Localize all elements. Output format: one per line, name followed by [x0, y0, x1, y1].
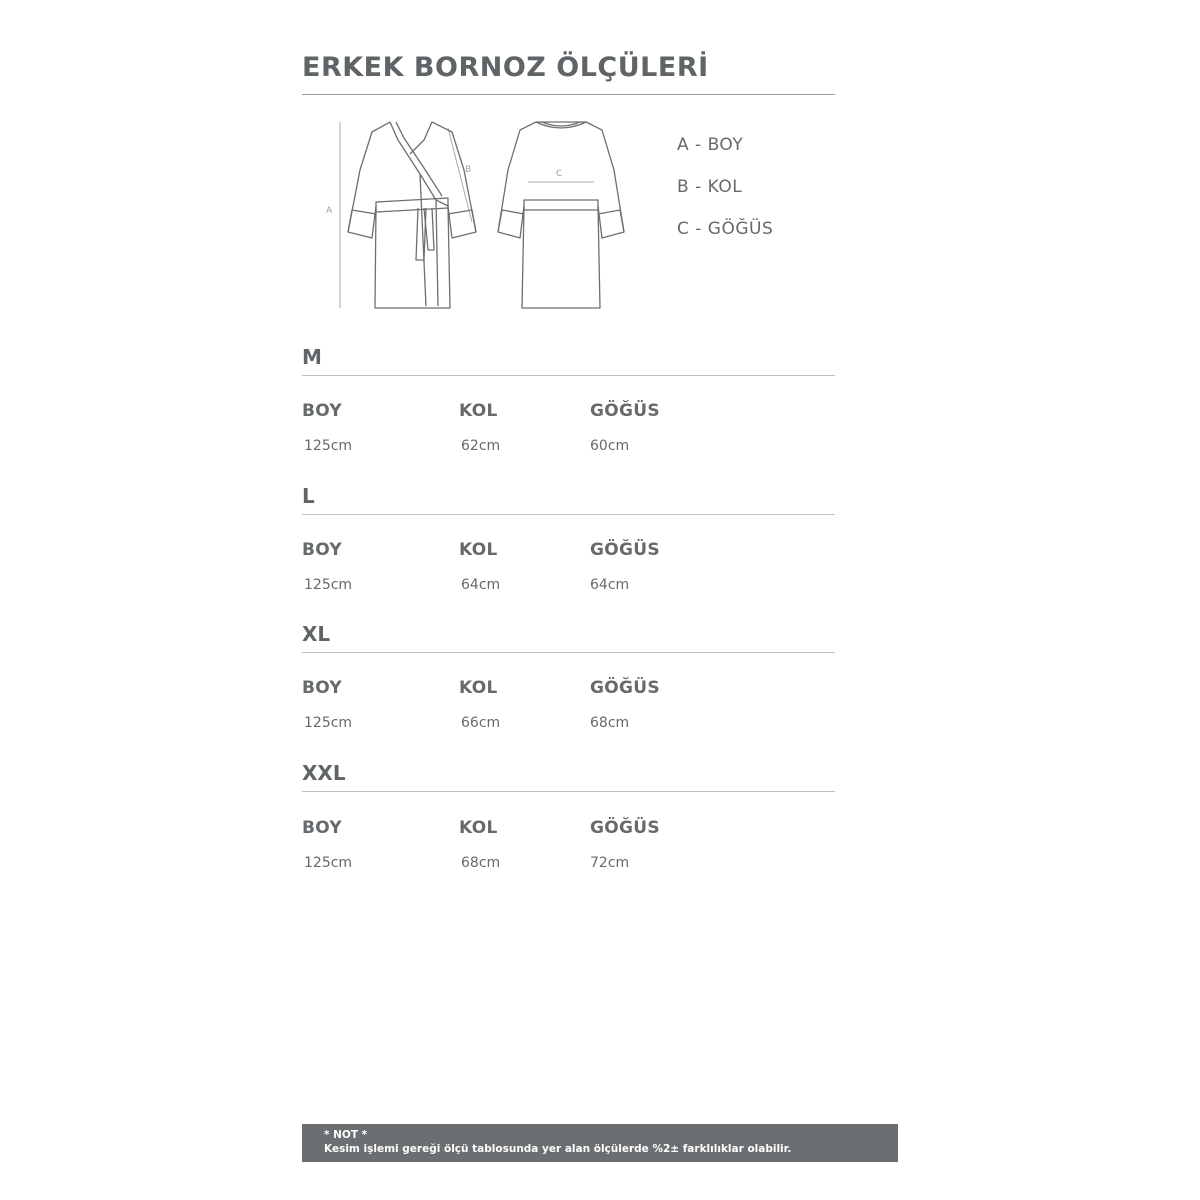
value-kol: 62cm [461, 438, 501, 454]
value-boy: 125cm [304, 855, 353, 871]
note-title: * NOT * [324, 1129, 368, 1141]
measure-label-a: A [326, 206, 333, 216]
size-divider [302, 652, 835, 653]
column-header-boy: BOY [302, 540, 343, 560]
value-gogus: 72cm [590, 855, 630, 871]
column-header-kol: KOL [459, 540, 498, 560]
column-header-boy: BOY [302, 401, 343, 421]
column-header-gogus: GÖĞÜS [590, 678, 660, 698]
column-header-gogus: GÖĞÜS [590, 818, 660, 838]
size-divider [302, 514, 835, 515]
note-text: Kesim işlemi gereği ölçü tablosunda yer alan ölçülerde %2± farklılıklar olabilir. [324, 1143, 792, 1155]
size-label: L [302, 484, 315, 508]
size-label: M [302, 345, 322, 369]
note-banner [302, 1124, 898, 1162]
value-boy: 125cm [304, 577, 353, 593]
bathrobe-diagram [320, 110, 630, 320]
column-header-gogus: GÖĞÜS [590, 540, 660, 560]
measurement-legend [677, 134, 773, 260]
legend-item-a: A - BOY [677, 135, 744, 155]
value-boy: 125cm [304, 715, 353, 731]
value-kol: 66cm [461, 715, 501, 731]
title-divider [302, 94, 835, 95]
column-header-boy: BOY [302, 818, 343, 838]
column-header-kol: KOL [459, 401, 498, 421]
legend-item-b: B - KOL [677, 177, 743, 197]
measure-label-c: C [556, 169, 563, 179]
value-gogus: 64cm [590, 577, 630, 593]
robe-back-icon [498, 122, 624, 308]
column-header-gogus: GÖĞÜS [590, 401, 660, 421]
robe-front-icon [340, 122, 476, 308]
column-header-kol: KOL [459, 818, 498, 838]
size-divider [302, 791, 835, 792]
value-kol: 68cm [461, 855, 501, 871]
size-divider [302, 375, 835, 376]
size-label: XXL [302, 761, 346, 785]
legend-item-c: C - GÖĞÜS [677, 219, 774, 239]
measure-label-b: B [465, 165, 472, 175]
value-gogus: 60cm [590, 438, 630, 454]
value-gogus: 68cm [590, 715, 630, 731]
value-boy: 125cm [304, 438, 353, 454]
column-header-boy: BOY [302, 678, 343, 698]
page-title: ERKEK BORNOZ ÖLÇÜLERİ [302, 52, 709, 83]
value-kol: 64cm [461, 577, 501, 593]
column-header-kol: KOL [459, 678, 498, 698]
size-label: XL [302, 622, 331, 646]
